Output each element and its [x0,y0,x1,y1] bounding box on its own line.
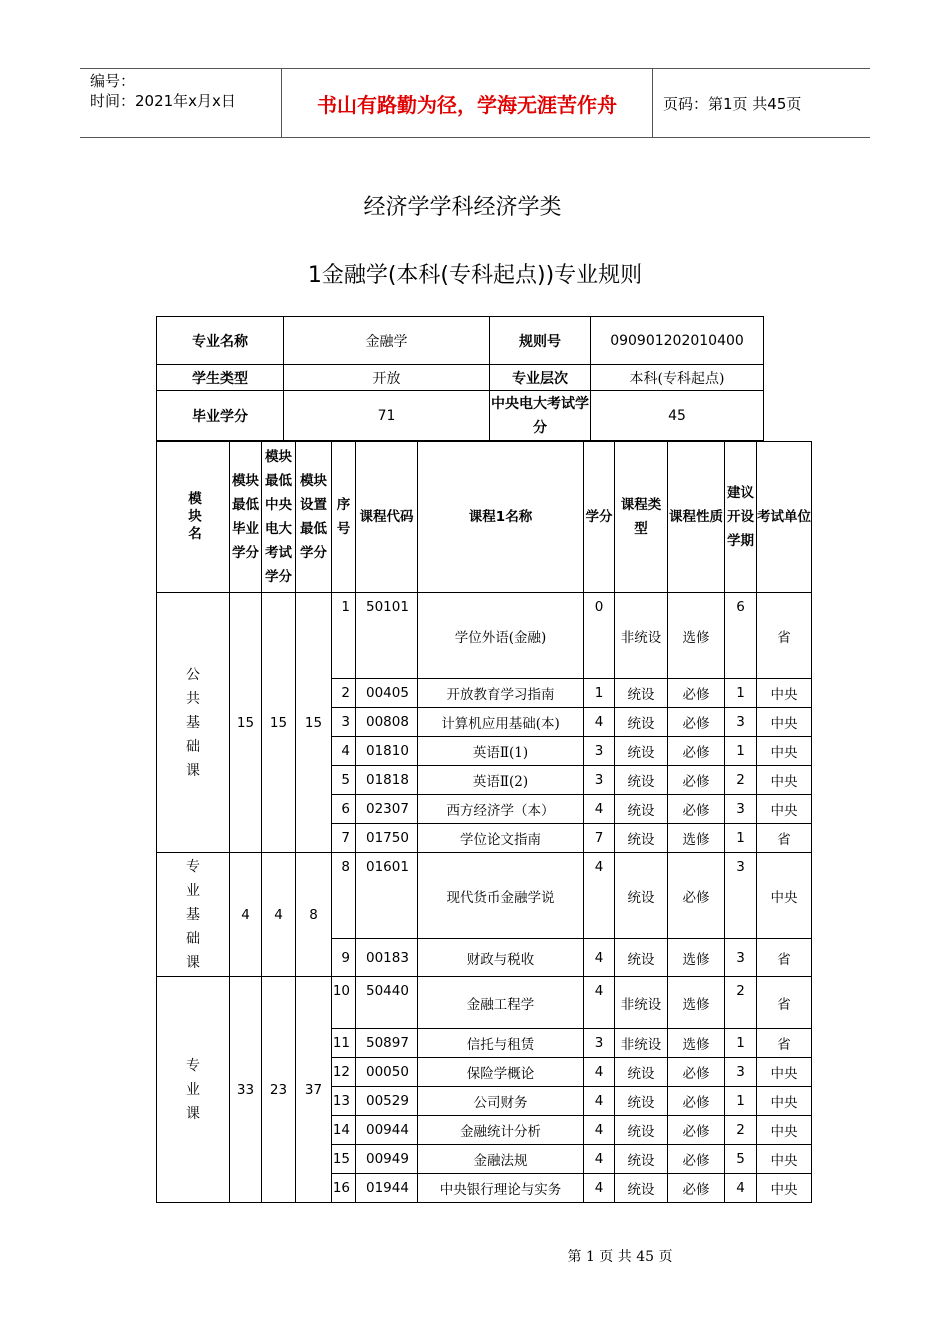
course-term: 3 [725,853,757,939]
course-term: 2 [725,977,757,1029]
course-term: 4 [725,1174,757,1203]
course-type: 非统设 [615,593,668,679]
course-credit: 4 [584,1145,615,1174]
course-credit: 1 [584,679,615,708]
course-nature: 选修 [668,939,725,977]
course-code: 00944 [356,1116,418,1145]
course-name: 信托与租赁 [418,1029,584,1058]
course-seq: 12 [332,1058,356,1087]
header-page-label: 页码：第1页 共45页 [663,94,802,113]
col-credit: 学分 [584,442,615,593]
col-min-central: 模块最低中央电大考试学分 [262,442,296,593]
header-left [80,69,281,137]
course-credit: 7 [584,824,615,853]
major-name-value: 金融学 [284,317,490,365]
course-nature: 必修 [668,708,725,737]
course-nature: 必修 [668,1174,725,1203]
col-nature: 课程性质 [668,442,725,593]
course-nature: 必修 [668,853,725,939]
module-min-setting: 8 [296,853,332,977]
discipline-heading: 经济学学科经济学类 [363,195,562,220]
course-code: 01601 [356,853,418,939]
course-seq: 15 [332,1145,356,1174]
course-nature: 选修 [668,824,725,853]
page-header [80,68,870,138]
module-min-central: 15 [262,593,296,853]
col-ctype: 课程类型 [615,442,668,593]
number-label: 编号： [90,72,136,90]
course-type: 统设 [615,795,668,824]
major-name-label: 专业名称 [157,317,284,365]
course-type: 统设 [615,824,668,853]
course-exam: 省 [757,593,812,679]
course-exam: 中央 [757,766,812,795]
course-seq: 7 [332,824,356,853]
course-term: 1 [725,737,757,766]
col-min-setting: 模块设置最低学分 [296,442,332,593]
course-type: 统设 [615,1058,668,1087]
course-name: 金融工程学 [418,977,584,1029]
course-name: 中央银行理论与实务 [418,1174,584,1203]
course-code: 00050 [356,1058,418,1087]
module-min-grad: 15 [230,593,262,853]
module-name: 公 共 基 础 课 [157,593,230,853]
course-credit: 0 [584,593,615,679]
course-seq: 4 [332,737,356,766]
course-code: 50440 [356,977,418,1029]
course-code: 01750 [356,824,418,853]
course-type: 统设 [615,1174,668,1203]
header-motto: 书山有路勤为径，学海无涯苦作舟 [281,69,653,137]
course-term: 2 [725,1116,757,1145]
course-nature: 必修 [668,1116,725,1145]
col-seq: 序号 [332,442,356,593]
col-min-grad: 模块最低毕业学分 [230,442,262,593]
module-min-grad: 33 [230,977,262,1203]
course-name: 开放教育学习指南 [418,679,584,708]
course-code: 00949 [356,1145,418,1174]
course-term: 2 [725,766,757,795]
course-table [156,441,812,1203]
course-seq: 3 [332,708,356,737]
course-credit: 4 [584,1116,615,1145]
course-exam: 中央 [757,1087,812,1116]
course-seq: 16 [332,1174,356,1203]
time-label: 时间：2021年x月x日 [90,92,236,110]
course-credit: 3 [584,737,615,766]
course-seq: 11 [332,1029,356,1058]
course-exam: 中央 [757,737,812,766]
course-type: 统设 [615,1087,668,1116]
course-seq: 1 [332,593,356,679]
course-type: 统设 [615,1116,668,1145]
central-exam-label: 中央电大考试学分 [490,391,591,441]
course-exam: 中央 [757,1058,812,1087]
course-exam: 中央 [757,1145,812,1174]
table-row [157,593,812,679]
course-name: 英语Ⅱ(1) [418,737,584,766]
course-name: 学位论文指南 [418,824,584,853]
course-exam: 省 [757,977,812,1029]
course-name: 学位外语(金融) [418,593,584,679]
course-type: 统设 [615,766,668,795]
course-nature: 必修 [668,1058,725,1087]
module-min-setting: 15 [296,593,332,853]
module-min-setting: 37 [296,977,332,1203]
course-code: 00808 [356,708,418,737]
course-credit: 4 [584,977,615,1029]
course-table-header [157,442,812,593]
course-name: 财政与税收 [418,939,584,977]
course-credit: 3 [584,766,615,795]
course-code: 01818 [356,766,418,795]
course-code: 00405 [356,679,418,708]
module-min-central: 23 [262,977,296,1203]
course-code: 50897 [356,1029,418,1058]
rule-no-value: 090901202010400 [591,317,764,365]
course-name: 英语Ⅱ(2) [418,766,584,795]
course-exam: 省 [757,824,812,853]
grad-credits-value: 71 [284,391,490,441]
course-term: 1 [725,679,757,708]
course-credit: 4 [584,708,615,737]
page-title: 1金融学(本科(专科起点))专业规则 [307,263,643,288]
course-seq: 5 [332,766,356,795]
course-exam: 中央 [757,679,812,708]
course-name: 保险学概论 [418,1058,584,1087]
course-nature: 必修 [668,1145,725,1174]
course-credit: 4 [584,853,615,939]
course-seq: 14 [332,1116,356,1145]
page-footer: 第 1 页 共 45 页 [567,1249,673,1265]
course-code: 01944 [356,1174,418,1203]
grad-credits-label: 毕业学分 [157,391,284,441]
col-exam: 考试单位 [757,442,812,593]
course-exam: 省 [757,939,812,977]
course-exam: 省 [757,1029,812,1058]
course-credit: 4 [584,1174,615,1203]
table-row [157,977,812,1029]
course-name: 金融法规 [418,1145,584,1174]
course-seq: 6 [332,795,356,824]
level-value: 本科(专科起点) [591,365,764,391]
course-nature: 必修 [668,795,725,824]
course-name: 西方经济学（本） [418,795,584,824]
course-code: 02307 [356,795,418,824]
course-type: 统设 [615,737,668,766]
level-label: 专业层次 [490,365,591,391]
course-term: 6 [725,593,757,679]
course-nature: 必修 [668,766,725,795]
course-code: 01810 [356,737,418,766]
course-exam: 中央 [757,1174,812,1203]
col-module: 模块名 [157,442,230,593]
col-code: 课程代码 [356,442,418,593]
course-term: 5 [725,1145,757,1174]
course-credit: 4 [584,1087,615,1116]
course-nature: 必修 [668,737,725,766]
course-term: 1 [725,1029,757,1058]
course-seq: 9 [332,939,356,977]
rule-no-label: 规则号 [490,317,591,365]
course-credit: 4 [584,939,615,977]
course-nature: 必修 [668,679,725,708]
course-name: 计算机应用基础(本) [418,708,584,737]
course-seq: 10 [332,977,356,1029]
course-type: 非统设 [615,977,668,1029]
course-code: 00183 [356,939,418,977]
course-type: 统设 [615,853,668,939]
course-exam: 中央 [757,795,812,824]
course-term: 3 [725,708,757,737]
course-name: 金融统计分析 [418,1116,584,1145]
course-type: 统设 [615,1145,668,1174]
course-term: 1 [725,824,757,853]
course-term: 3 [725,1058,757,1087]
course-nature: 选修 [668,593,725,679]
course-term: 1 [725,1087,757,1116]
course-name: 公司财务 [418,1087,584,1116]
course-seq: 2 [332,679,356,708]
course-exam: 中央 [757,708,812,737]
course-exam: 中央 [757,853,812,939]
course-nature: 选修 [668,977,725,1029]
course-seq: 8 [332,853,356,939]
course-credit: 4 [584,795,615,824]
course-credit: 3 [584,1029,615,1058]
course-nature: 必修 [668,1087,725,1116]
module-name: 专 业 基 础 课 [157,853,230,977]
course-code: 50101 [356,593,418,679]
course-type: 统设 [615,708,668,737]
course-name: 现代货币金融学说 [418,853,584,939]
table-row [157,853,812,939]
student-type-label: 学生类型 [157,365,284,391]
col-term: 建议开设学期 [725,442,757,593]
central-exam-value: 45 [591,391,764,441]
course-seq: 13 [332,1087,356,1116]
course-type: 非统设 [615,1029,668,1058]
module-min-central: 4 [262,853,296,977]
course-credit: 4 [584,1058,615,1087]
module-name: 专 业 课 [157,977,230,1203]
course-nature: 选修 [668,1029,725,1058]
course-type: 统设 [615,939,668,977]
course-exam: 中央 [757,1116,812,1145]
course-term: 3 [725,939,757,977]
student-type-value: 开放 [284,365,490,391]
module-min-grad: 4 [230,853,262,977]
col-name: 课程1名称 [418,442,584,593]
major-info-table [156,316,764,441]
course-code: 00529 [356,1087,418,1116]
course-term: 3 [725,795,757,824]
course-type: 统设 [615,679,668,708]
